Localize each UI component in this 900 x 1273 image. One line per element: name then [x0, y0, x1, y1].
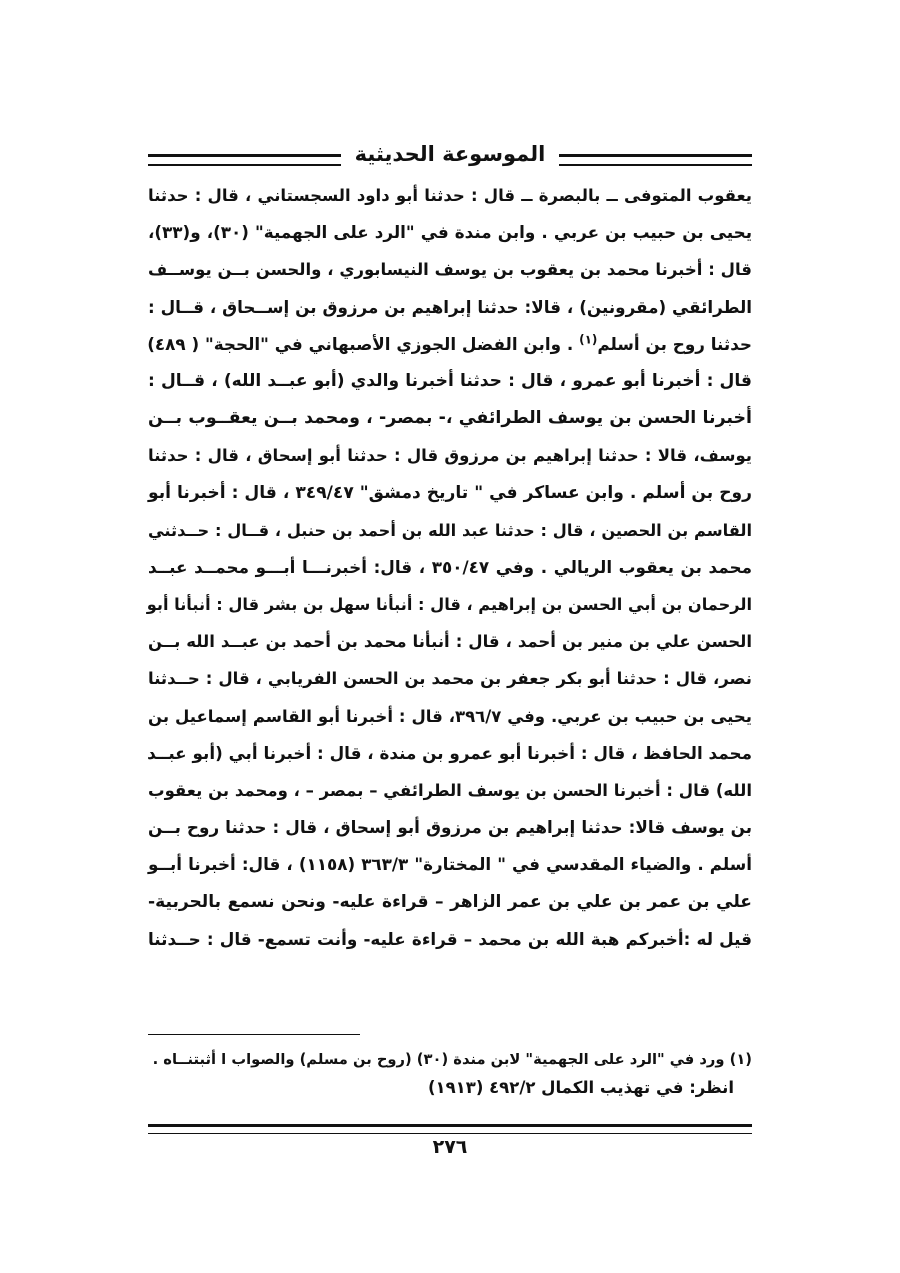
- text-line: قال : أخبرنا محمد بن يعقوب بن يوسف النيسابوري ، والحسن بــن يوســف: [148, 260, 752, 280]
- text-line: قيل له :أخبركم هبة الله بن محمد – قراءة عليه- وأنت تسمع- قال : حــدثنا: [148, 928, 752, 949]
- text-line: قال : أخبرنا أبو عمرو ، قال : حدثنا أخبرنا والدي (أبو عبــد الله) ، قــال :: [148, 370, 752, 391]
- footnote-1: (١) ورد في "الرد على الجهمية" لابن مندة (٣٠) (روح بن مسلم) والصواب ا أثبتنــاه .: [152, 1051, 752, 1068]
- footnote-1-continuation: انظر: في تهذيب الكمال ٤٩٢/٢ (١٩١٣): [427, 1078, 734, 1097]
- text-line: نصر، قال : حدثنا أبو بكر جعفر بن محمد بن الحسن الفريابي ، قال : حــدثنا: [148, 669, 752, 689]
- text-line: الله) قال : أخبرنا الحسن بن يوسف الطرائفي – بمصر – ، ومحمد بن يعقوب: [148, 781, 752, 800]
- text-line: علي بن عمر بن علي بن عمر الزاهر – قراءة عليه- ونحن نسمع بالحربية-: [148, 891, 752, 912]
- text-line: يوسف، قالا : حدثنا إبراهيم بن مرزوق قال : حدثنا أبو إسحاق ، قال : حدثنا: [148, 446, 752, 466]
- text-line: يعقوب المتوفى ــ بالبصرة ــ قال : حدثنا أبو داود السجستاني ، قال : حدثنا: [148, 186, 752, 205]
- text-line: محمد الحافظ ، قال : أخبرنا أبو عمرو بن مندة ، قال : أخبرنا أبي (أبو عبــد: [147, 742, 752, 763]
- footnotes: [148, 1046, 752, 1102]
- header-title: الموسوعة الحديثية: [341, 142, 560, 166]
- text-line: بن يوسف قالا: حدثنا إبراهيم بن مرزوق أبو إسحاق ، قال : حدثنا روح بــن: [148, 817, 752, 838]
- text-line: القاسم بن الحصين ، قال : حدثنا عبد الله بن أحمد بن حنبل ، قــال : حــدثني: [148, 520, 752, 540]
- running-header: [148, 140, 752, 176]
- text-line: محمد بن يعقوب الريالي . وفي ٣٥٠/٤٧ ، قال: أخبرنـــا أبـــو محمــد عبــد: [148, 556, 752, 577]
- text-line: يحيى بن حبيب بن عربي. وفي ٣٩٦/٧، قال : أخبرنا أبو القاسم إسماعيل بن: [148, 706, 752, 726]
- text-line: يحيى بن حبيب بن عربي . وابن مندة في "الرد على الجهمية" (٣٠)، و(٣٣)،: [148, 222, 752, 243]
- footer-rule: [148, 1124, 752, 1134]
- text-line: الرحمان بن أبي الحسن بن إبراهيم ، قال : أنبأنا سهل بن بشر قال : أنبأنا أبو: [146, 595, 752, 615]
- header-title-wrap: [148, 142, 752, 166]
- line5-start: حدثنا روح بن أسلم: [597, 333, 752, 354]
- text-line: أسلم . والضياء المقدسي في " المختارة" ٣٦٣/٣ (١١٥٨) ، قال: أخبرنا أبــو: [148, 854, 752, 875]
- text-line: الطرائقي (مقرونين) ، قالا: حدثنا إبراهيم بن مرزوق بن إســحاق ، قــال :: [148, 296, 752, 317]
- footnote-marker[interactable]: (١): [579, 332, 598, 347]
- text-line: روح بن أسلم . وابن عساكر في " تاريخ دمشق" ٣٤٩/٤٧ ، قال : أخبرنا أبو: [148, 482, 752, 503]
- document-page: [148, 140, 752, 1160]
- text-line: الحسن علي بن منير بن أحمد ، قال : أنبأنا محمد بن أحمد بن عبــد الله بــن: [148, 632, 752, 652]
- text-line: أخبرنا الحسن بن يوسف الطرائفي ،- بمصر- ، ومحمد بــن يعقــوب بــن: [148, 408, 752, 429]
- text-line-with-footnote: [148, 326, 752, 363]
- line5-end: . وابن الفضل الجوزي الأصبهاني في "الحجة" ( ٤٨٩): [147, 333, 580, 354]
- body-text: [148, 177, 752, 958]
- page-number: ٢٧٦: [432, 1136, 468, 1158]
- footnote-separator: [148, 1034, 360, 1035]
